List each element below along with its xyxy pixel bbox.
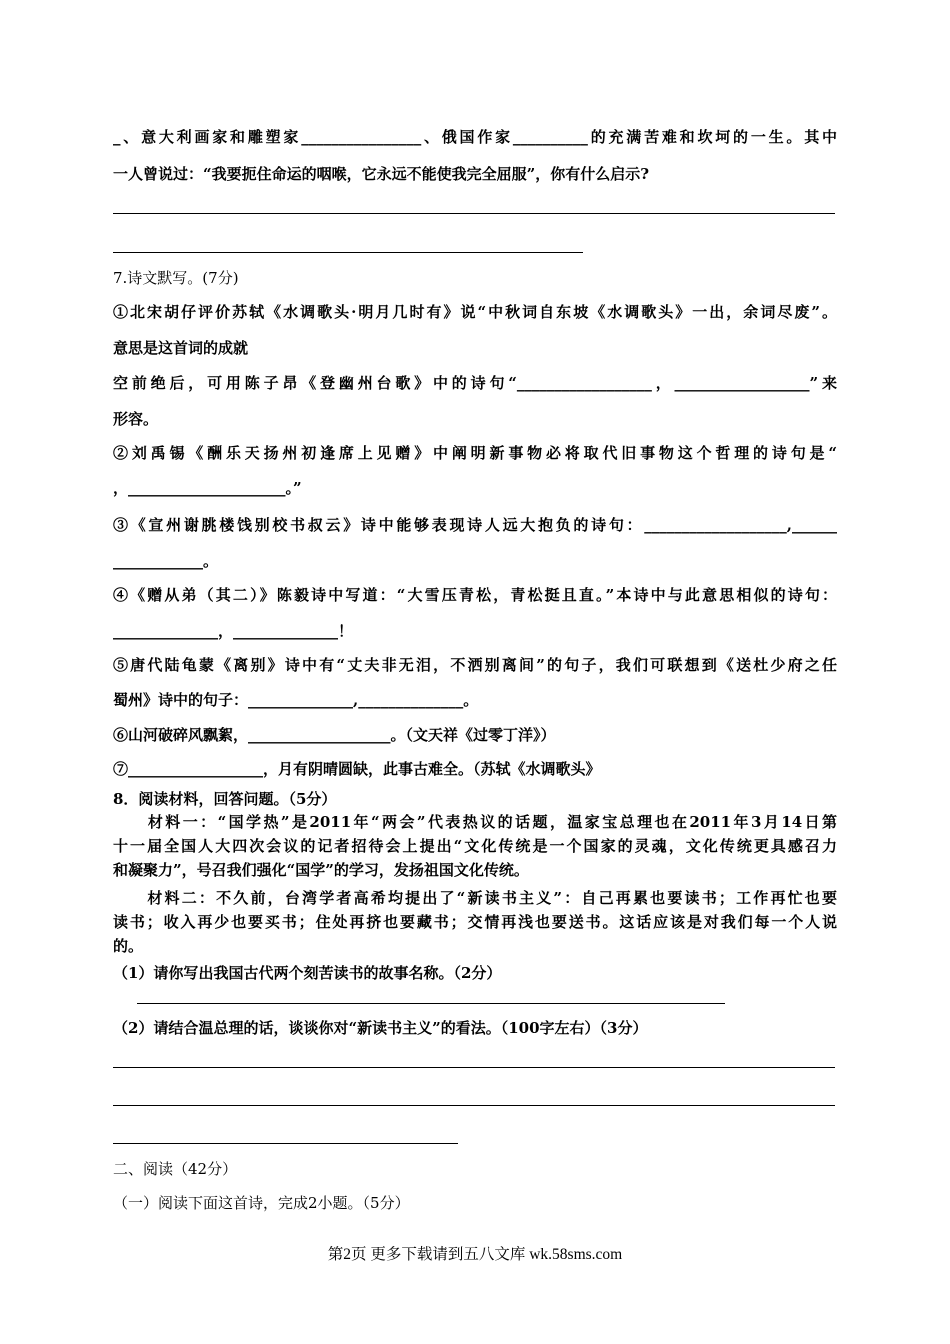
q8-question-2: （2）请结合温总理的话，谈谈你对“新读书主义”的看法。（100字左右）（3分） (113, 1019, 648, 1037)
q7-item-4-line-2: ______________，______________！ (113, 622, 354, 640)
answer-line (113, 213, 835, 214)
q8-material-2: 材料二：不久前，台湾学者高希均提出了“新读书主义”：自己再累也要读书；工作再忙也要 (113, 889, 837, 907)
q7-item-1-line-3: 空前绝后，可用陈子昂《登幽州台歌》中的诗句“__________________，__________________”来 (113, 374, 837, 392)
q7-item-5: ⑤唐代陆龟蒙《离别》诗中有“丈夫非无泪，不洒别离间”的句子，我们可联想到《送杜少府之任 (113, 656, 837, 674)
q7-item-6: ⑥山河破碎风飘絮，___________________。（文天祥《过零丁洋》） (113, 726, 556, 744)
q8-material-1-line-2: 十一届全国人大四次会议的记者招待会上提出“文化传统是一个国家的灵魂，文化传统更具感召力 (113, 837, 837, 855)
q7-item-5-line-2: 蜀州》诗中的句子：______________,______________。 (113, 691, 479, 709)
q7-item-2: ②刘禹锡《酬乐天扬州初逢席上见赠》中阐明新事物必将取代旧事物这个哲理的诗句是“ (113, 444, 837, 462)
q8-material-1-line-3: 和凝聚力”，号召我们强化“国学”的学习，发扬祖国文化传统。 (113, 861, 529, 879)
answer-line (113, 1067, 835, 1068)
answer-line (113, 252, 583, 253)
q6-line-2: 一人曾说过：“我要扼住命运的咽喉，它永远不能使我完全屈服”，你有什么启示? (113, 165, 650, 183)
q8-material-2-line-3: 的。 (113, 937, 144, 955)
answer-line (113, 1105, 835, 1106)
q8-title: 8．阅读材料，回答问题。（5分） (113, 790, 337, 808)
q7-item-1: ①北宋胡仔评价苏轼《水调歌头·明月几时有》说“中秋词自东坡《水调歌头》一出，余词尽废”。 (113, 303, 837, 321)
q7-item-3: ③《宣州谢朓楼饯别校书叔云》诗中能够表现诗人远大抱负的诗句：___________________,______ (113, 516, 837, 534)
page-footer: 第2页 更多下载请到五八文库 wk.58sms.com (327, 1246, 623, 1263)
q8-material-2-line-2: 读书；收入再少也要买书；住处再挤也要藏书；交情再浅也要送书。这话应该是对我们每一个人说 (113, 913, 837, 931)
q7-item-1-line-4: 形容。 (113, 410, 159, 428)
q6-line-1: _、意大利画家和雕塑家________________、俄国作家__________的充满苦难和坎坷的一生。其中 (113, 128, 837, 146)
section-2-part-1: （一）阅读下面这首诗，完成2小题。（5分） (113, 1194, 410, 1212)
answer-line (137, 1003, 725, 1004)
section-2-heading: 二、阅读（42分） (113, 1160, 238, 1178)
q7-item-2-line-2: ，_____________________。” (113, 479, 302, 497)
q7-item-3-line-2: ____________。 (113, 552, 219, 570)
q7-item-1-line-2: 意思是这首词的成就 (113, 339, 249, 357)
answer-line (113, 1143, 458, 1144)
q8-material-1: 材料一：“国学热”是2011年“两会”代表热议的话题，温家宝总理也在2011年3月14日第 (113, 813, 837, 831)
q7-item-7: ⑦__________________，月有阴晴圆缺，此事古难全。（苏轼《水调歌头》 (113, 760, 601, 778)
q7-title: 7.诗文默写。(7分) (113, 269, 239, 287)
q7-item-4: ④《赠从弟（其二）》陈毅诗中写道：“大雪压青松，青松挺且直。”本诗中与此意思相似的诗句： (113, 586, 837, 604)
q8-question-1: （1）请你写出我国古代两个刻苦读书的故事名称。（2分） (113, 964, 502, 982)
